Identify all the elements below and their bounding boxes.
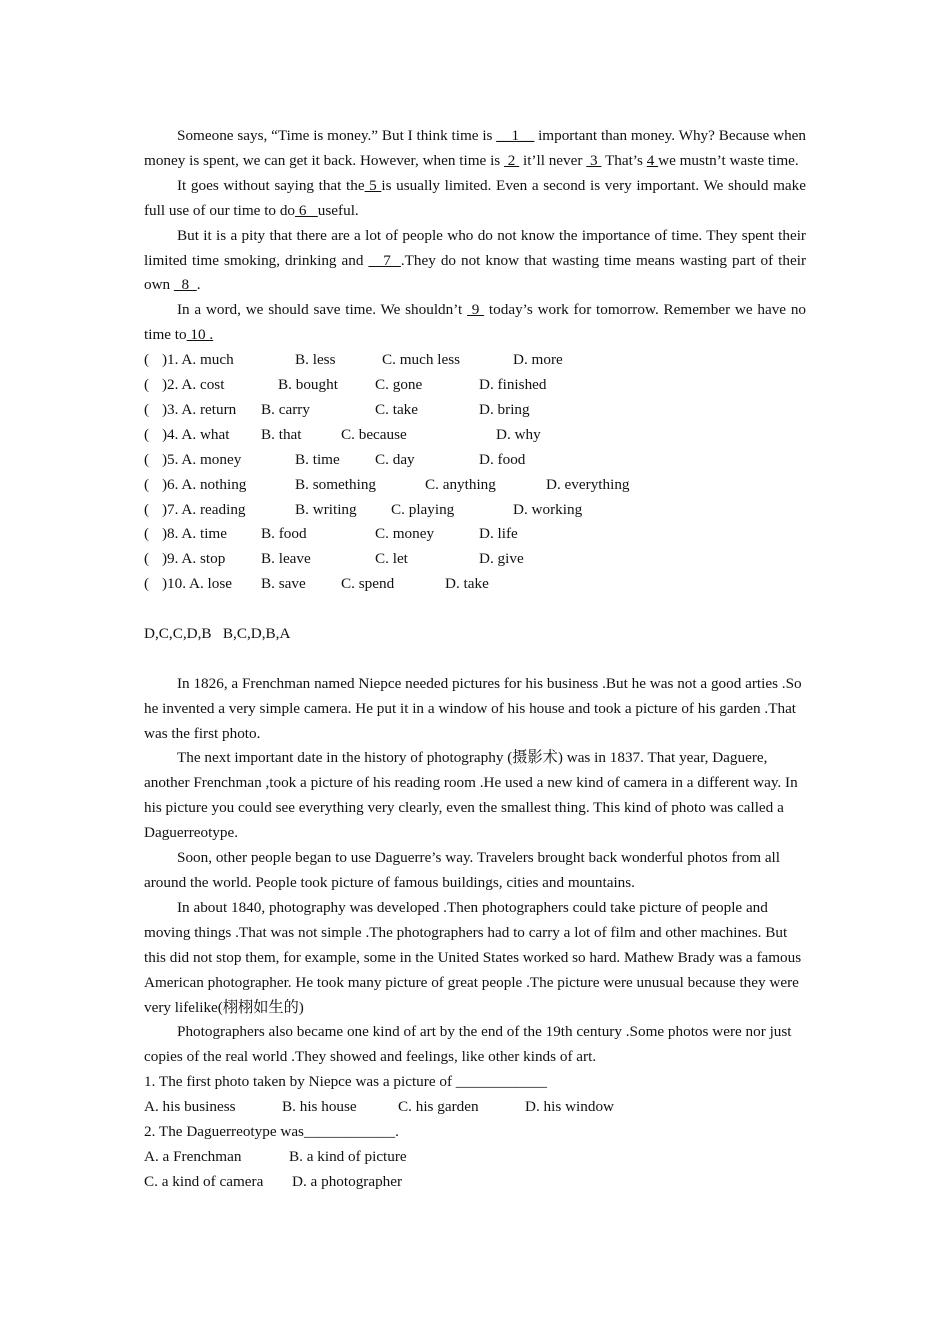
option-d: D. give bbox=[479, 550, 524, 568]
option-c: C. day bbox=[375, 450, 415, 468]
option-b: B. less bbox=[295, 351, 336, 369]
question-list-1 bbox=[144, 348, 806, 597]
option-a: )2. A. cost bbox=[162, 376, 225, 394]
question-row bbox=[144, 473, 806, 498]
blank-4: 4 bbox=[646, 151, 659, 169]
passage2-paragraph-5: Photographers also became one kind of art by the end of the 19th century .Some photos were nor just copies of the real world .They showed and feelings, like other kinds of art. bbox=[144, 1023, 792, 1066]
text: .They do not know that wasting time means wasting part of their own bbox=[144, 251, 807, 294]
answer-paren: ( bbox=[144, 575, 150, 593]
question-row bbox=[144, 398, 806, 423]
option-b: B. writing bbox=[295, 500, 357, 518]
spacer bbox=[144, 597, 806, 622]
option-d: D. more bbox=[513, 351, 563, 369]
answer-paren: ( bbox=[144, 425, 150, 443]
text: is usually limited. Even a second is very important. We should make full use of our time to do bbox=[144, 176, 807, 219]
option-a: )9. A. stop bbox=[162, 550, 226, 568]
passage1-paragraph-4 bbox=[144, 298, 806, 348]
question-stem: 2. The Daguerreotype was____________. bbox=[144, 1123, 399, 1141]
option-a: )6. A. nothing bbox=[162, 475, 247, 493]
option-a: )10. A. lose bbox=[162, 575, 233, 593]
text: That’s bbox=[601, 151, 647, 169]
question-row bbox=[144, 547, 806, 572]
blank-3: 3 bbox=[586, 151, 602, 169]
option-d: D. a photographer bbox=[292, 1172, 403, 1190]
option-d: D. everything bbox=[546, 475, 630, 493]
option-a: )7. A. reading bbox=[162, 500, 246, 518]
text: today’s work for tomorrow. Remember we have no time to bbox=[144, 301, 807, 344]
answer-paren: ( bbox=[144, 525, 150, 543]
passage2-paragraph-4: In about 1840, photography was developed .Then photographers could take picture of people and moving things .That was not simple .The photographers had to carry a lot of film and other machines. But this did not stop them, for example, some in the United States worked so hard. Mathew Brady was a famous American photographer. He took many picture of great people .The picture were unusual because they were very lifelike(栩栩如生的) bbox=[144, 898, 802, 1016]
answer-paren: ( bbox=[144, 450, 150, 468]
option-d: D. food bbox=[479, 450, 526, 468]
option-b: B. carry bbox=[261, 400, 310, 418]
text: useful. bbox=[317, 201, 359, 219]
passage1-paragraph-3 bbox=[144, 224, 806, 299]
option-a: )5. A. money bbox=[162, 450, 242, 468]
option-c: C. anything bbox=[425, 475, 496, 493]
answer-paren: ( bbox=[144, 500, 150, 518]
text: Someone says, “Time is money.” But I think time is bbox=[177, 127, 497, 144]
passage2-paragraph-1: In 1826, a Frenchman named Niepce needed pictures for his business .But he was not a good arties .So he invented a very simple camera. He put it in a window of his house and took a picture of his garden .That was the first photo. bbox=[144, 674, 802, 742]
option-b: B. a kind of picture bbox=[289, 1147, 407, 1165]
option-row bbox=[144, 1145, 806, 1170]
answer-paren: ( bbox=[144, 475, 150, 493]
blank-7: 7 bbox=[368, 251, 401, 269]
question-stem: 1. The first photo taken by Niepce was a picture of ____________ bbox=[144, 1073, 547, 1091]
text: It goes without saying that the bbox=[177, 176, 365, 194]
text: In a word, we should save time. We shouldn’t bbox=[177, 301, 468, 319]
option-d: D. bring bbox=[479, 400, 530, 418]
option-c: C. let bbox=[375, 550, 408, 568]
answer-key: D,C,C,D,B B,C,D,B,A bbox=[144, 624, 291, 642]
option-a: )3. A. return bbox=[162, 400, 237, 418]
text: But it is a pity that there are a lot of people who do not know the importance of time. They spent their limited time smoking, drinking and bbox=[144, 226, 806, 269]
option-d: D. working bbox=[513, 500, 583, 518]
blank-5: 5 bbox=[364, 176, 382, 194]
text: important than money. Why? Because when money is spent, we can get it back. However, when time is bbox=[144, 127, 807, 169]
question-row bbox=[144, 522, 806, 547]
option-c: C. take bbox=[375, 400, 419, 418]
option-c: C. because bbox=[341, 425, 407, 443]
option-a: )8. A. time bbox=[162, 525, 227, 543]
text: it’ll never bbox=[519, 151, 587, 169]
option-b: B. food bbox=[261, 525, 307, 543]
text: . bbox=[196, 276, 201, 294]
answer-paren: ( bbox=[144, 376, 150, 394]
question-row bbox=[144, 498, 806, 523]
option-c: C. gone bbox=[375, 376, 423, 394]
option-b: B. that bbox=[261, 425, 302, 443]
answer-paren: ( bbox=[144, 351, 150, 369]
question-row bbox=[144, 572, 806, 597]
option-c: C. spend bbox=[341, 575, 395, 593]
option-a: A. a Frenchman bbox=[144, 1147, 242, 1165]
blank-10: 10 . bbox=[186, 326, 214, 344]
option-b: B. his house bbox=[282, 1098, 357, 1116]
option-d: D. his window bbox=[525, 1098, 615, 1116]
blank-1: __1__ bbox=[496, 127, 535, 144]
option-a: A. his business bbox=[144, 1098, 236, 1116]
option-b: B. something bbox=[295, 475, 377, 493]
spacer bbox=[144, 647, 806, 672]
option-d: D. life bbox=[479, 525, 518, 543]
passage2-paragraph-2: The next important date in the history of photography (摄影术) was in 1837. That year, Daguere, another Frenchman ,took a picture of his reading room .He used a new kind of camera in a different way. In his picture you could see everything very clearly, even the smallest thing. This kind of photo was called a Daguerreotype. bbox=[144, 749, 798, 842]
question-row bbox=[144, 423, 806, 448]
option-c: C. his garden bbox=[398, 1098, 479, 1116]
question-row bbox=[144, 348, 806, 373]
option-b: B. leave bbox=[261, 550, 311, 568]
question-list-2 bbox=[144, 1070, 806, 1194]
blank-8: 8 bbox=[173, 276, 197, 294]
passage2-paragraph-3: Soon, other people began to use Daguerre’s way. Travelers brought back wonderful photos from all around the world. People took picture of famous buildings, cities and mountains. bbox=[144, 849, 780, 891]
option-c: C. much less bbox=[382, 351, 461, 369]
blank-6: 6 bbox=[295, 201, 318, 219]
document-page bbox=[144, 124, 806, 1195]
option-row bbox=[144, 1170, 806, 1195]
option-c: C. money bbox=[375, 525, 435, 543]
option-b: B. save bbox=[261, 575, 306, 593]
option-d: D. finished bbox=[479, 376, 547, 394]
option-d: D. why bbox=[496, 425, 541, 443]
blank-9: 9 bbox=[467, 301, 485, 319]
passage1-paragraph-2 bbox=[144, 174, 806, 224]
option-c: C. playing bbox=[391, 500, 455, 518]
option-a: )1. A. much bbox=[162, 351, 234, 369]
text: we mustn’t waste time. bbox=[658, 151, 799, 169]
question-row bbox=[144, 373, 806, 398]
option-a: )4. A. what bbox=[162, 425, 230, 443]
option-d: D. take bbox=[445, 575, 489, 593]
option-b: B. time bbox=[295, 450, 340, 468]
answer-paren: ( bbox=[144, 550, 150, 568]
option-row bbox=[144, 1095, 806, 1120]
question-row bbox=[144, 448, 806, 473]
option-c: C. a kind of camera bbox=[144, 1172, 264, 1190]
passage1-paragraph-1 bbox=[144, 124, 806, 174]
blank-2: 2 bbox=[504, 151, 520, 169]
answer-paren: ( bbox=[144, 400, 150, 418]
option-b: B. bought bbox=[278, 376, 338, 394]
